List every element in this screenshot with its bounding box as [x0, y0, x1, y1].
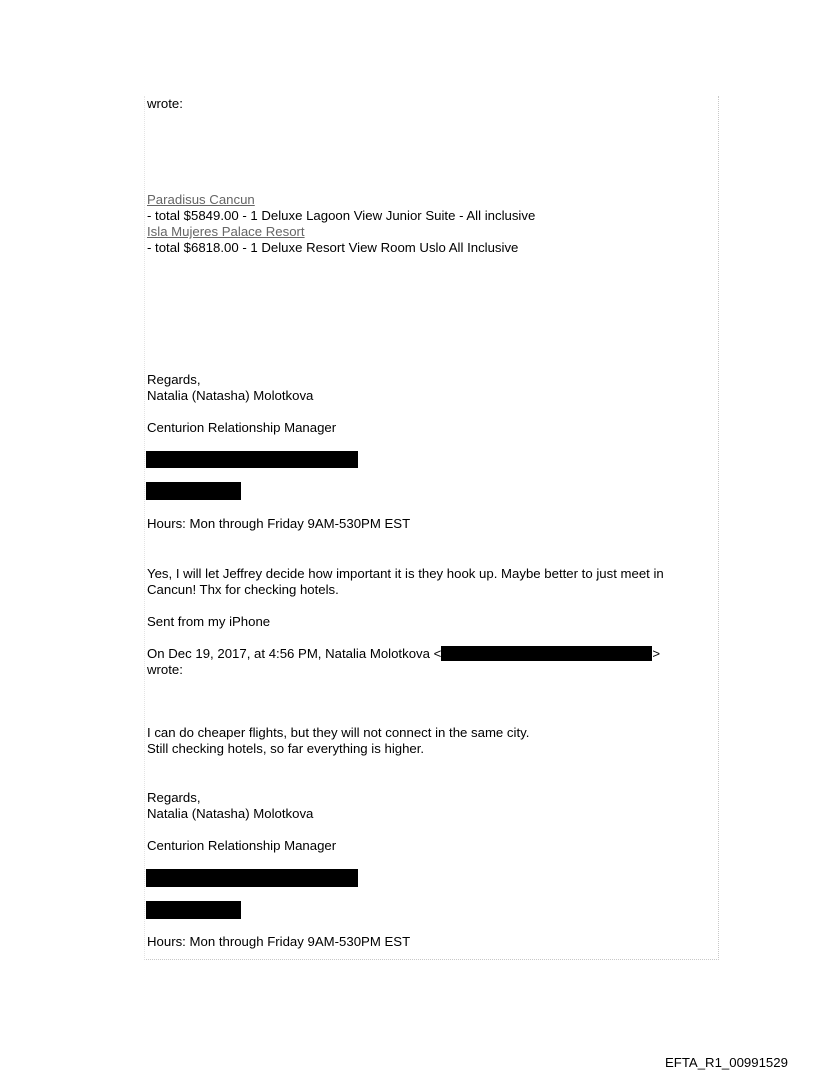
signature-1-redaction-phone [146, 482, 241, 500]
signature-2-name: Natalia (Natasha) Molotkova [147, 806, 314, 821]
signature-1-title: Centurion Relationship Manager [147, 420, 337, 435]
document-id: EFTA_R1_00991529 [665, 1055, 788, 1070]
signature-2-title: Centurion Relationship Manager [147, 838, 337, 853]
hotel-link-isla-mujeres[interactable]: Isla Mujeres Palace Resort [147, 224, 305, 239]
signature-2-regards: Regards, [147, 790, 201, 805]
hotel-detail-isla-mujeres: - total $6818.00 - 1 Deluxe Resort View Room Uslo All Inclusive [147, 240, 519, 255]
reply-body-line-1: Yes, I will let Jeffrey decide how important it is they hook up. Maybe better to just meet in [147, 566, 664, 581]
quote-header [147, 646, 660, 662]
signature-1-hours: Hours: Mon through Friday 9AM-530PM EST [147, 516, 411, 531]
hotel-link-paradisus-cancun[interactable]: Paradisus Cancun [147, 192, 255, 207]
signature-1-redaction-contact [146, 451, 358, 468]
reply-body-line-2: Cancun! Thx for checking hotels. [147, 582, 339, 597]
top-wrote-text: wrote: [147, 96, 183, 111]
quote-wrote-text: wrote: [147, 662, 183, 677]
hotel-detail-paradisus-cancun: - total $5849.00 - 1 Deluxe Lagoon View Junior Suite - All inclusive [147, 208, 536, 223]
signature-2-hours: Hours: Mon through Friday 9AM-530PM EST [147, 934, 411, 949]
signature-1-name: Natalia (Natasha) Molotkova [147, 388, 314, 403]
quote-header-suffix: > [652, 646, 661, 661]
signature-1-regards: Regards, [147, 372, 201, 387]
quoted-message-line-1: I can do cheaper flights, but they will not connect in the same city. [147, 725, 530, 740]
quote-header-email-redaction [441, 646, 652, 661]
quoted-message-line-2: Still checking hotels, so far everything is higher. [147, 741, 425, 756]
quote-header-prefix: On Dec 19, 2017, at 4:56 PM, Natalia Molotkova < [147, 646, 442, 661]
signature-2-redaction-phone [146, 901, 241, 919]
sent-from-text: Sent from my iPhone [147, 614, 271, 629]
signature-2-redaction-contact [146, 869, 358, 887]
